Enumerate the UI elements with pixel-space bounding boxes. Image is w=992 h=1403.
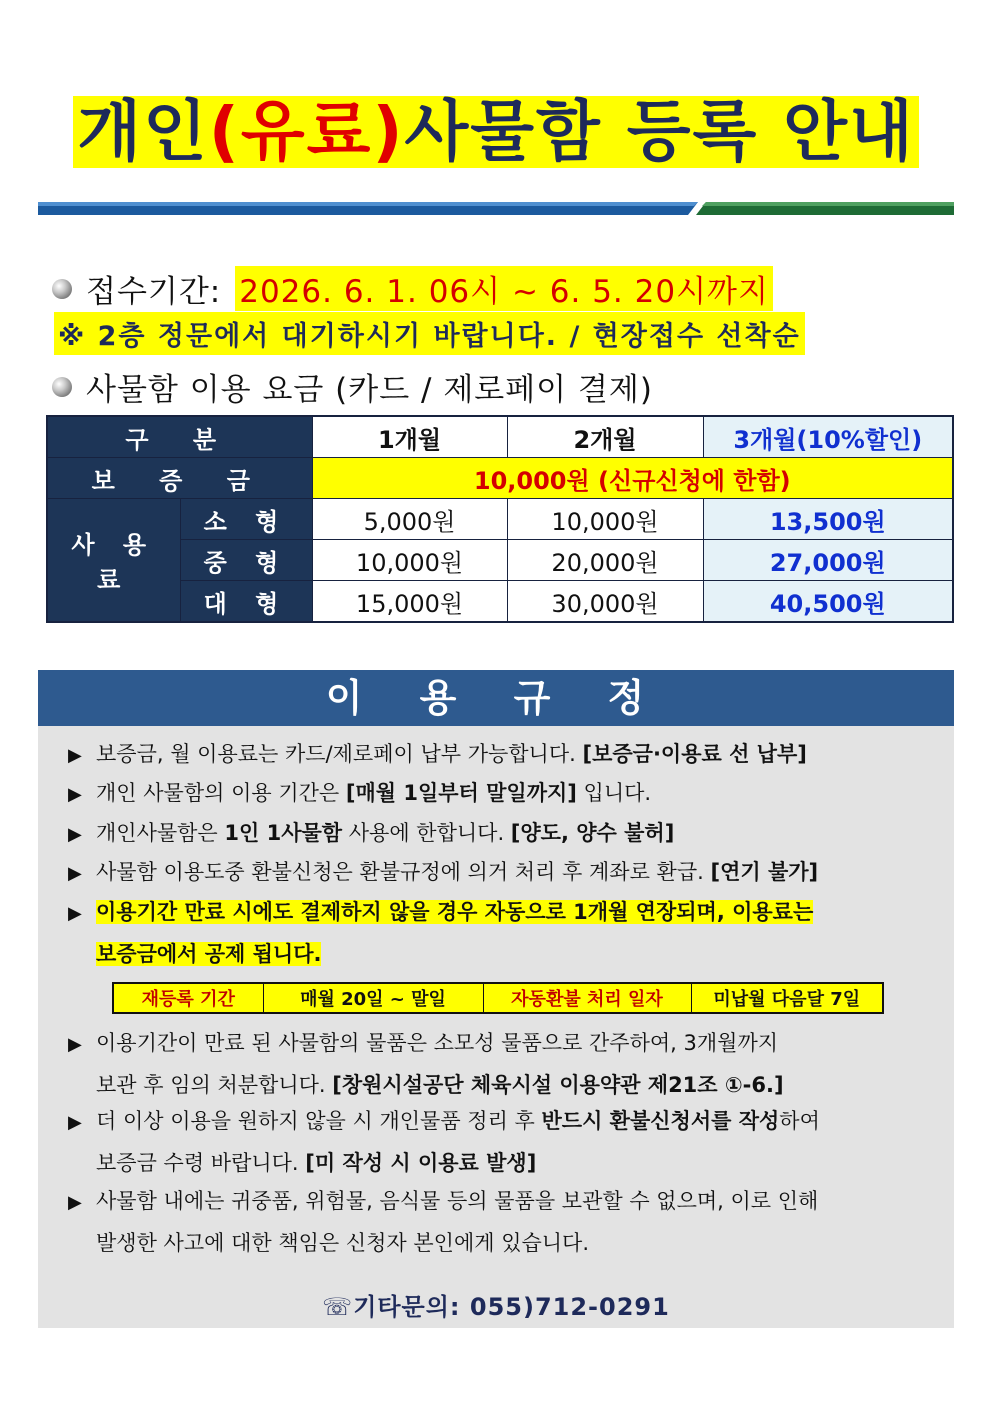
rule-item: [68, 813, 674, 855]
fee-row-medium: [47, 540, 953, 581]
size-medium: 중 형: [180, 540, 312, 581]
rule-text: 개인사물함은: [96, 821, 225, 845]
reception-label: 접수기간:: [86, 274, 222, 310]
renewal-period-label: 재등록 기간: [113, 983, 263, 1013]
rule-text: 보증금, 월 이용료는 카드/제로페이 납부 가능합니다.: [96, 742, 583, 766]
title-paren: (유료): [208, 93, 405, 170]
size-small: 소 형: [180, 499, 312, 540]
deposit-label: 보 증 금: [47, 458, 312, 499]
rule-text: 입니다.: [576, 781, 652, 805]
rule-bold: 1인 1사물함: [224, 821, 343, 845]
usage-label: 사 용 료: [47, 499, 180, 623]
fee-cell: 10,000원: [312, 540, 507, 581]
rule-text: 하여: [779, 1109, 820, 1133]
rules-header: 이 용 규 정: [38, 670, 954, 726]
phone-icon: ☏: [322, 1293, 354, 1321]
rule-text: 사물함 이용도중 환불신청은 환불규정에 의거 처리 후 계좌로 환급.: [96, 860, 711, 884]
auto-refund-value: 미납월 다음달 7일: [691, 983, 883, 1013]
size-large: 대 형: [180, 581, 312, 623]
month-3-header: 3개월(10%할인): [703, 416, 953, 458]
fee-cell-discount: 13,500원: [703, 499, 953, 540]
fee-row-small: [47, 499, 953, 540]
rule-bold: [매월 1일부터 말일까지]: [345, 781, 577, 805]
fee-header-row: [47, 416, 953, 458]
arrow-icon: ▶: [68, 1192, 82, 1213]
fee-cell-discount: 40,500원: [703, 581, 953, 623]
rule-item: [68, 1023, 784, 1105]
rule-item: [68, 1101, 820, 1183]
arrow-icon: ▶: [68, 824, 82, 845]
bullet-sphere-icon: [52, 279, 72, 299]
fee-col-header: 구 분: [47, 416, 312, 458]
month-1-header: 1개월: [312, 416, 507, 458]
deposit-value: 10,000원 (신규신청에 한함): [312, 458, 953, 499]
fee-cell: 30,000원: [507, 581, 703, 623]
rule-bold: [연기 불가]: [710, 860, 819, 884]
auto-refund-label: 자동환불 처리 일자: [483, 983, 691, 1013]
fees-label: 사물함 이용 요금 (카드 / 제로페이 결제): [86, 372, 653, 408]
fee-cell-discount: 27,000원: [703, 540, 953, 581]
fee-cell: 10,000원: [507, 499, 703, 540]
rule-bold: [보증금·이용료 선 납부]: [582, 742, 807, 766]
rule-text: 사용에 한합니다.: [342, 821, 511, 845]
arrow-icon: ▶: [68, 863, 82, 884]
rule-item: [68, 734, 807, 776]
rule-item: [68, 852, 818, 894]
month-2-header: 2개월: [507, 416, 703, 458]
fee-table: [46, 415, 954, 623]
rule-bold: [양도, 양수 불허]: [510, 821, 675, 845]
fee-cell: 5,000원: [312, 499, 507, 540]
rule-text: 발생한 사고에 대한 책임은 신청자 본인에게 있습니다.: [96, 1231, 590, 1255]
arrow-icon: ▶: [68, 1034, 82, 1055]
rule-item: [68, 1181, 818, 1263]
rule-item: [68, 773, 651, 815]
fee-cell: 15,000원: [312, 581, 507, 623]
rule-highlight-text: 보증금에서 공제 됩니다.: [96, 942, 322, 966]
bullet-sphere-icon: [52, 377, 72, 397]
title-suffix: 사물함 등록 안내: [404, 93, 915, 170]
title-prefix: 개인: [77, 93, 209, 170]
rules-panel: [38, 670, 954, 1328]
deposit-row: [47, 458, 953, 499]
rule-text: 개인 사물함의 이용 기간은: [96, 781, 346, 805]
reception-line: [52, 266, 773, 311]
reception-period: 2026. 6. 1. 06시 ~ 6. 5. 20시까지: [235, 266, 773, 311]
arrow-icon: ▶: [68, 903, 82, 924]
page-title: [73, 93, 919, 170]
rule-bold: [미 작성 시 이용료 발생]: [305, 1151, 537, 1175]
arrow-icon: ▶: [68, 784, 82, 805]
rule-text: 이용기간이 만료 된 사물함의 물품은 소모성 물품으로 간주하여, 3개월까지: [96, 1031, 779, 1055]
rule-highlight-text: 이용기간 만료 시에도 결제하지 않을 경우 자동으로 1개월 연장되며, 이용료는: [96, 900, 814, 924]
rule-text: 보관 후 임의 처분합니다.: [96, 1073, 333, 1097]
rule-bold: [창원시설공단 체육시설 이용약관 제21조 ①-6.]: [332, 1073, 784, 1097]
renewal-table: [112, 982, 884, 1014]
contact-line: [0, 1287, 992, 1322]
arrow-icon: ▶: [68, 745, 82, 766]
arrow-icon: ▶: [68, 1112, 82, 1133]
contact-text: 기타문의: 055)712-0291: [353, 1293, 670, 1321]
rule-bold: 반드시 환불신청서를 작성: [541, 1109, 780, 1133]
header-divider: [38, 202, 954, 215]
fees-line: [52, 364, 653, 409]
rule-text: 사물함 내에는 귀중품, 위험물, 음식물 등의 물품을 보관할 수 없으며, 이로 인해: [96, 1189, 819, 1213]
title-area: [0, 93, 992, 170]
rule-text: 보증금 수령 바랍니다.: [96, 1151, 306, 1175]
fee-row-large: [47, 581, 953, 623]
rule-text: 더 이상 이용을 원하지 않을 시 개인물품 정리 후: [96, 1109, 542, 1133]
renewal-period-value: 매월 20일 ~ 말일: [263, 983, 483, 1013]
reception-notice: ※ 2층 정문에서 대기하시기 바랍니다. / 현장접수 선착순: [54, 312, 805, 355]
fee-cell: 20,000원: [507, 540, 703, 581]
rule-item-highlight: [68, 892, 813, 974]
